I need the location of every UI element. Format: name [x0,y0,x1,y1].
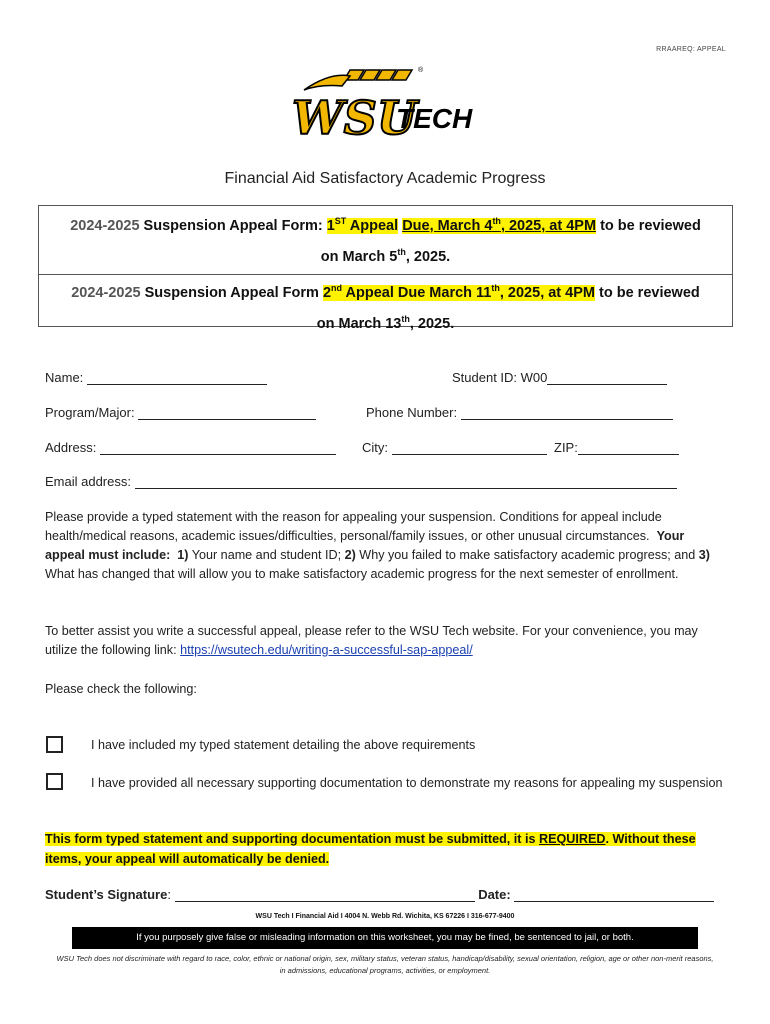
false-info-warning-bar: If you purposely give false or misleading information on this worksheet, you may be fined, be sentenced to jail, or both. [72,927,698,949]
name-field[interactable]: Name: [45,370,267,385]
form-code: RRAAREQ: APPEAL [656,46,726,53]
student-id-field[interactable]: Student ID: W00 [452,370,667,385]
email-address-field[interactable]: Email address: [45,474,677,489]
svg-text:TECH: TECH [396,103,473,134]
wheat-logo-icon [290,62,480,142]
appeal-deadlines-box [38,205,733,332]
statement-instructions: Please provide a typed statement with the reason for appealing your suspension. Conditions for appeal include health/medical reasons, academic issues/difficulties, personal/family issues, or other unusual circumstances. Your appeal must include: 1) Your name and student ID; 2) Why you failed to make satisfactory academic progress; and 3) What has changed that will allow you to make satisfactory academic progress for the next semester of enrollment. [45,510,710,581]
assist-paragraph: To better assist you write a successful appeal, please refer to the WSU Tech website. For your convenience, you may utilize the following link: https://wsutech.edu/writing-a-successful-sap-appeal/ [45,624,698,657]
documentation-checkbox[interactable] [46,773,63,790]
program-major-field[interactable]: Program/Major: [45,405,316,420]
statement-check-label: I have included my typed statement detailing the above requirements [91,738,476,752]
check-prompt: Please check the following: [45,682,197,696]
address-field[interactable]: Address: [45,440,336,455]
statement-checkbox[interactable] [46,736,63,753]
documentation-check-label: I have provided all necessary supporting documentation to demonstrate my reasons for appealing my suspension [91,776,723,790]
svg-text:®: ® [418,67,424,74]
city-field[interactable]: City: [362,440,547,455]
phone-number-field[interactable]: Phone Number: [366,405,673,420]
nondiscrimination-statement: WSU Tech does not discriminate with regard to race, color, ethnic or national origin, sex, military status, veteran status, handicap/disability, sexual orientation, religion, age or other non-merit reasons, in admissions, educational programs, activities, or employment. [56,954,714,975]
signature-field[interactable]: Student’s Signature: Date: [45,887,714,902]
zip-field[interactable]: ZIP: [554,440,679,455]
page-title: Financial Aid Satisfactory Academic Progress [224,170,546,187]
svg-text:WSU: WSU [292,91,417,142]
required-warning: This form typed statement and supporting documentation must be submitted, it is REQUIRED. Without these items, your appeal will automatically be denied. [45,832,696,866]
appeal-1-deadline: 2024-2025 Suspension Appeal Form: 1ST Appeal Due, March 4th, 2025, at 4PM to be reviewed on March 5th, 2025. [70,216,701,265]
appeal-2-deadline: 2024-2025 Suspension Appeal Form 2nd Appeal Due March 11th, 2025, at 4PM to be reviewed on March 13th, 2025. [39,274,732,337]
wsu-tech-logo [290,62,480,142]
footer-address: WSU Tech I Financial Aid I 4004 N. Webb Rd. Wichita, KS 67226 I 316-677-9400 [255,913,515,920]
sap-appeal-link[interactable]: https://wsutech.edu/writing-a-successful-sap-appeal/ [180,643,473,657]
